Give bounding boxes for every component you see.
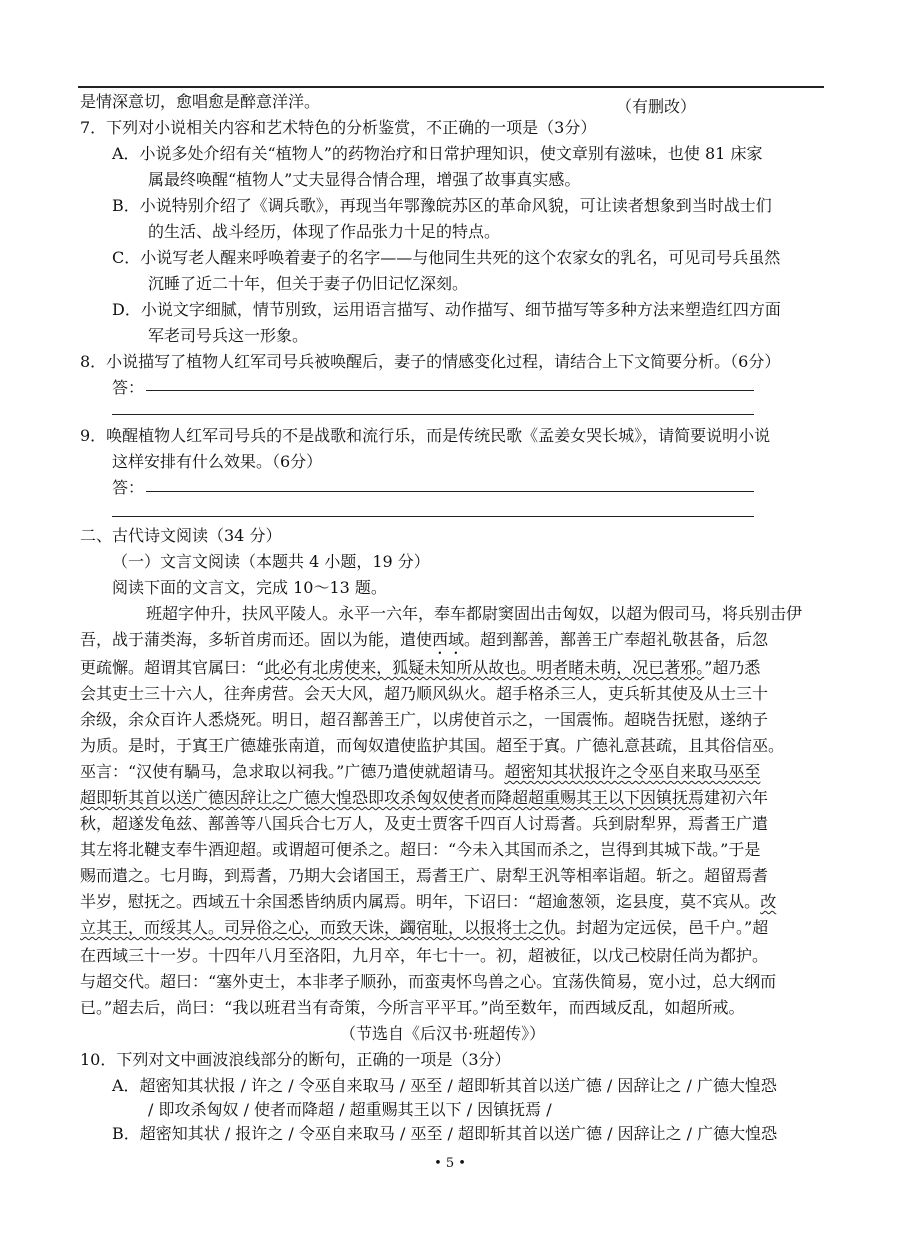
underlined-sentence: 。司异俗之心，而致天诛，蠲宿耻，以报将士之仇 (208, 918, 561, 937)
passage-line: 巫言：“汉使有騧马，急求取以祠我。”广德乃遣使就超请马。超密知其状报许之令巫自来取马巫至 (80, 762, 761, 781)
q9-answer-label: 答： (112, 478, 145, 497)
passage-line: 已。”超去后，尚曰：“我以班君当有奇策，今所言平平耳。”尚至数年，而西域反乱，如超所戒。 (80, 998, 745, 1017)
q7-option-a: A．小说多处介绍有关“植物人”的药物治疗和日常护理知识，使文章别有滋味，也使 81 床家 (112, 144, 763, 163)
passage-line: 超即斩其首以送广德因辞让之广德大惶恐即攻杀匈奴使者而降超超重赐其王以下因镇抚焉建初六年 (80, 788, 769, 807)
q7-stem: 7．下列对小说相关内容和艺术特色的分析鉴赏，不正确的一项是（3分） (80, 118, 597, 137)
passage-line: 赐而遣之。七月晦，到焉耆，乃期大会诸国王，焉耆王广、尉犁王汎等相率诣超。斩之。超留焉耆 (80, 866, 769, 885)
q8-stem: 8．小说描写了植物人红军司号兵被唤醒后，妻子的情感变化过程，请结合上下文简要分析。（6分） (80, 352, 781, 371)
q9-stem-cont: 这样安排有什么效果。（6分） (112, 452, 323, 471)
page-number: • 5 • (434, 1156, 466, 1171)
passage-line: 更疏懈。超谓其官属曰：“此必有北虏使来，狐疑未知所从故也。明者睹未萌，况已著邪。”超乃悉 (80, 658, 761, 677)
q7-option-b: B．小说特别介绍了《调兵歌》，再现当年鄂豫皖苏区的革命风貌，可让读者想象到当时战士们 (112, 196, 772, 215)
source-note: （有删改） (616, 97, 697, 116)
passage-line: 立其王，而绥其人。司异俗之心，而致天诛，蠲宿耻，以报将士之仇。封超为定远侯，邑千户。”超 (80, 918, 769, 937)
q7-option-d-cont: 军老司号兵这一形象。 (148, 326, 309, 345)
q8-answer-label: 答： (112, 378, 145, 397)
dotted-term: 西域 (432, 630, 465, 649)
passage-source: （节选自《后汉书·班超传》） (340, 1024, 546, 1043)
q9-answer-line-2[interactable] (112, 516, 754, 517)
passage-line: 班超字仲升，扶风平陵人。永平一六年，奉车都尉窦固出击匈奴，以超为假司马，将兵别击伊 (146, 604, 803, 623)
q8-answer-line-2[interactable] (112, 414, 754, 415)
passage-line: 半岁，慰抚之。西域五十余国悉皆纳质内属焉。明年，下诏曰：“超逾葱领，迄县度，莫不宾从。改 (80, 892, 777, 911)
passage-line: 为质。是时，于寘王广德雄张南道，而匈奴遣使监护其国。超至于寘。广德礼意甚疏，且其俗信巫。 (80, 736, 785, 755)
wavy-underlined-text: 超密知其状报许之令巫自来取马巫至 (504, 762, 761, 781)
passage-line: 秋，超遂发龟兹、鄯善等八国兵合七万人，及吏士贾客千四百人讨焉耆。兵到尉犁界，焉耆王广遣 (80, 814, 769, 833)
passage-line: 其左将北鞬支奉牛酒迎超。或谓超可便杀之。超曰：“今未入其国而杀之，岂得到其城下哉。”于是 (80, 840, 761, 859)
underlined-sentence: 立其王，而绥其人 (80, 918, 209, 937)
q10-option-b: B．超密知其状 / 报许之 / 令巫自来取马 / 巫至 / 超即斩其首以送广德 / 因辞让之 / 广德大惶恐 (112, 1124, 778, 1143)
underlined-sentence: 此必有北虏使来，狐疑未知所从故也。明者睹未萌，况已著邪。 (264, 658, 705, 677)
q9-answer-line-1[interactable] (146, 491, 754, 492)
q7-option-d: D．小说文字细腻，情节別致，运用语言描写、动作描写、细节描写等多种方法来塑造红四方面 (112, 300, 781, 319)
q9-stem: 9．唤醒植物人红军司号兵的不是战歌和流行乐，而是传统民歌《孟姜女哭长城》，请简要说明小说 (80, 426, 771, 445)
q7-option-b-cont: 的生活、战斗经历，体现了作品张力十足的特点。 (148, 222, 501, 241)
q10-stem: 10．下列对文中画波浪线部分的断句，正确的一项是（3分） (80, 1050, 511, 1069)
q7-option-a-cont: 属最终唤醒“植物人”丈夫显得合情合理，增强了故事真实感。 (148, 170, 581, 189)
previous-passage-tail: 是情深意切，愈唱愈是醉意洋洋。 (80, 92, 321, 111)
q7-option-c: C．小说写老人醒来呼唤着妻子的名字——与他同生共死的这个农家女的乳名，可见司号兵虽然 (112, 248, 781, 267)
q7-option-c-cont: 沉睡了近二十年，但关于妻子仍旧记忆深刻。 (148, 274, 469, 293)
passage-line: 吾，战于蒲类海，多斩首虏而还。固以为能，遣使西域。超到鄯善，鄯善王广奉超礼敬甚备，后忽 (80, 630, 769, 649)
underlined-sentence: 改 (760, 892, 777, 911)
passage-line: 在西域三十一岁。十四年八月至洛阳，九月卒，年七十一。初，超被征，以戊己校尉任尚为都护。 (80, 946, 769, 965)
passage-line: 余级，余众百许人悉烧死。明日，超召鄯善王广，以虏使首示之，一国震怖。超晓告抚慰，遂纳子 (80, 710, 769, 729)
header-rule (78, 86, 824, 88)
q10-option-a: A．超密知其状报 / 许之 / 令巫自来取马 / 巫至 / 超即斩其首以送广德 / 因辞让之 / 广德大惶恐 (112, 1076, 777, 1095)
q8-answer-line-1[interactable] (146, 390, 754, 391)
passage-line: 与超交代。超曰：“塞外吏士，本非孝子顺孙，而蛮夷怀鸟兽之心。宜荡佚简易，宽小过，总大纲而 (80, 972, 777, 991)
reading-instruction: 阅读下面的文言文，完成 10～13 题。 (112, 578, 387, 597)
subsection-heading: （一）文言文阅读（本题共 4 小题，19 分） (112, 552, 430, 571)
q10-option-a-cont: / 即攻杀匈奴 / 使者而降超 / 超重赐其王以下 / 因镇抚焉 / (148, 1100, 552, 1119)
passage-line: 会其吏士三十六人，往奔虏营。会天大风，超乃顺风纵火。超手格杀三人，吏兵斩其使及从士三十 (80, 684, 769, 703)
wavy-underlined-text: 超即斩其首以送广德因辞让之广德大惶恐即攻杀匈奴使者而降超超重赐其王以下因镇抚焉 (80, 788, 705, 807)
section-heading: 二、古代诗文阅读（34 分） (80, 526, 282, 545)
